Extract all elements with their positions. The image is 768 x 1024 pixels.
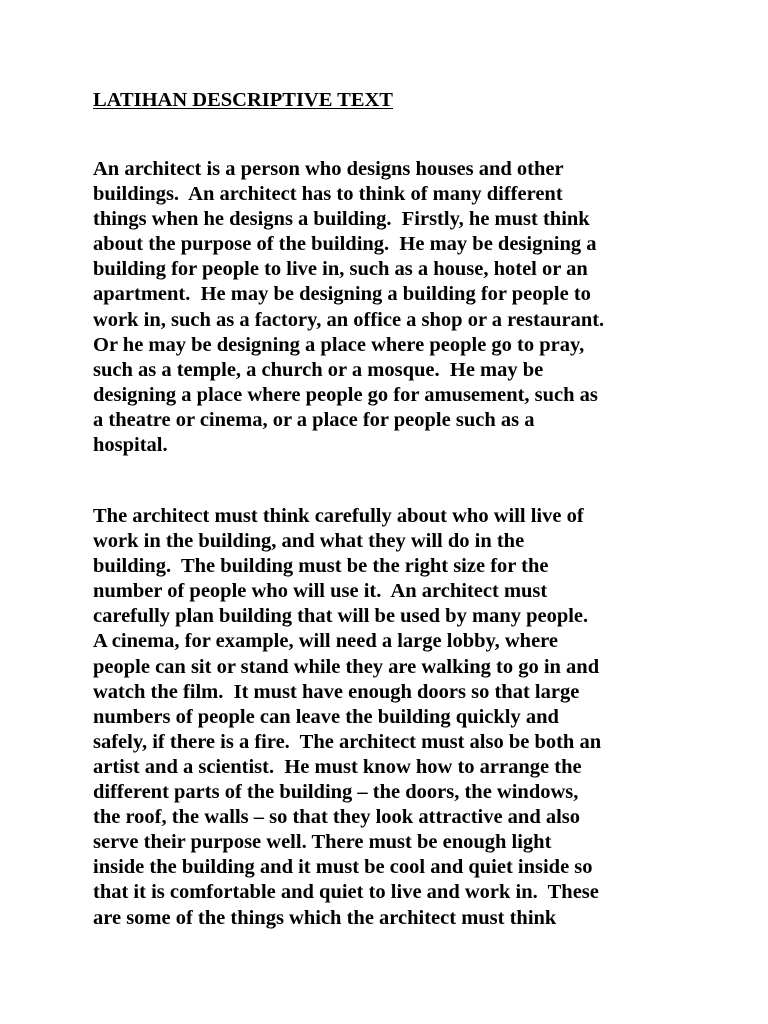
paragraph-line: number of people who will use it. An architect must [93, 580, 548, 603]
paragraph-line: that it is comfortable and quiet to live and work in. These [93, 881, 599, 904]
paragraph-line: watch the film. It must have enough doors so that large [93, 680, 580, 703]
paragraph-line: work in the building, and what they will do in the [93, 530, 525, 553]
paragraph-line: artist and a scientist. He must know how to arrange the [93, 755, 582, 778]
document-title: LATIHAN DESCRIPTIVE TEXT [93, 89, 393, 111]
paragraph-line: building. The building must be the right size for the [93, 555, 549, 578]
paragraph-line: different parts of the building – the doors, the windows, [93, 781, 579, 804]
paragraph-line: numbers of people can leave the building quickly and [93, 705, 559, 728]
paragraph-1 [93, 157, 604, 458]
paragraph-line: people can sit or stand while they are walking to go in and [93, 655, 600, 678]
paragraph-line: are some of the things which the architect must think [93, 906, 557, 929]
paragraph-line: such as a temple, a church or a mosque. He may be [93, 358, 544, 381]
paragraph-line: Or he may be designing a place where people go to pray, [93, 333, 585, 356]
paragraph-line: A cinema, for example, will need a large lobby, where [93, 630, 559, 653]
paragraph-line: apartment. He may be designing a building for people to [93, 283, 591, 306]
paragraph-line: inside the building and it must be cool and quiet inside so [93, 856, 593, 879]
paragraph-line: buildings. An architect has to think of many different [93, 183, 563, 206]
paragraph-2 [93, 504, 601, 931]
paragraph-line: carefully plan building that will be used by many people. [93, 605, 589, 628]
paragraph-line: building for people to live in, such as a house, hotel or an [93, 258, 588, 281]
paragraph-line: hospital. [93, 434, 168, 457]
paragraph-line: things when he designs a building. Firstly, he must think [93, 208, 590, 231]
paragraph-line: An architect is a person who designs houses and other [93, 158, 564, 180]
paragraph-line: The architect must think carefully about who will live of [93, 505, 584, 527]
paragraph-line: a theatre or cinema, or a place for people such as a [93, 408, 535, 431]
paragraph-line: safely, if there is a fire. The architect must also be both an [93, 730, 602, 753]
paragraph-line: serve their purpose well. There must be enough light [93, 831, 552, 854]
paragraph-line: about the purpose of the building. He may be designing a [93, 233, 597, 256]
paragraph-line: designing a place where people go for amusement, such as [93, 383, 598, 406]
paragraph-line: the roof, the walls – so that they look attractive and also [93, 806, 581, 829]
paragraph-line: work in, such as a factory, an office a shop or a restaurant. [93, 308, 605, 331]
